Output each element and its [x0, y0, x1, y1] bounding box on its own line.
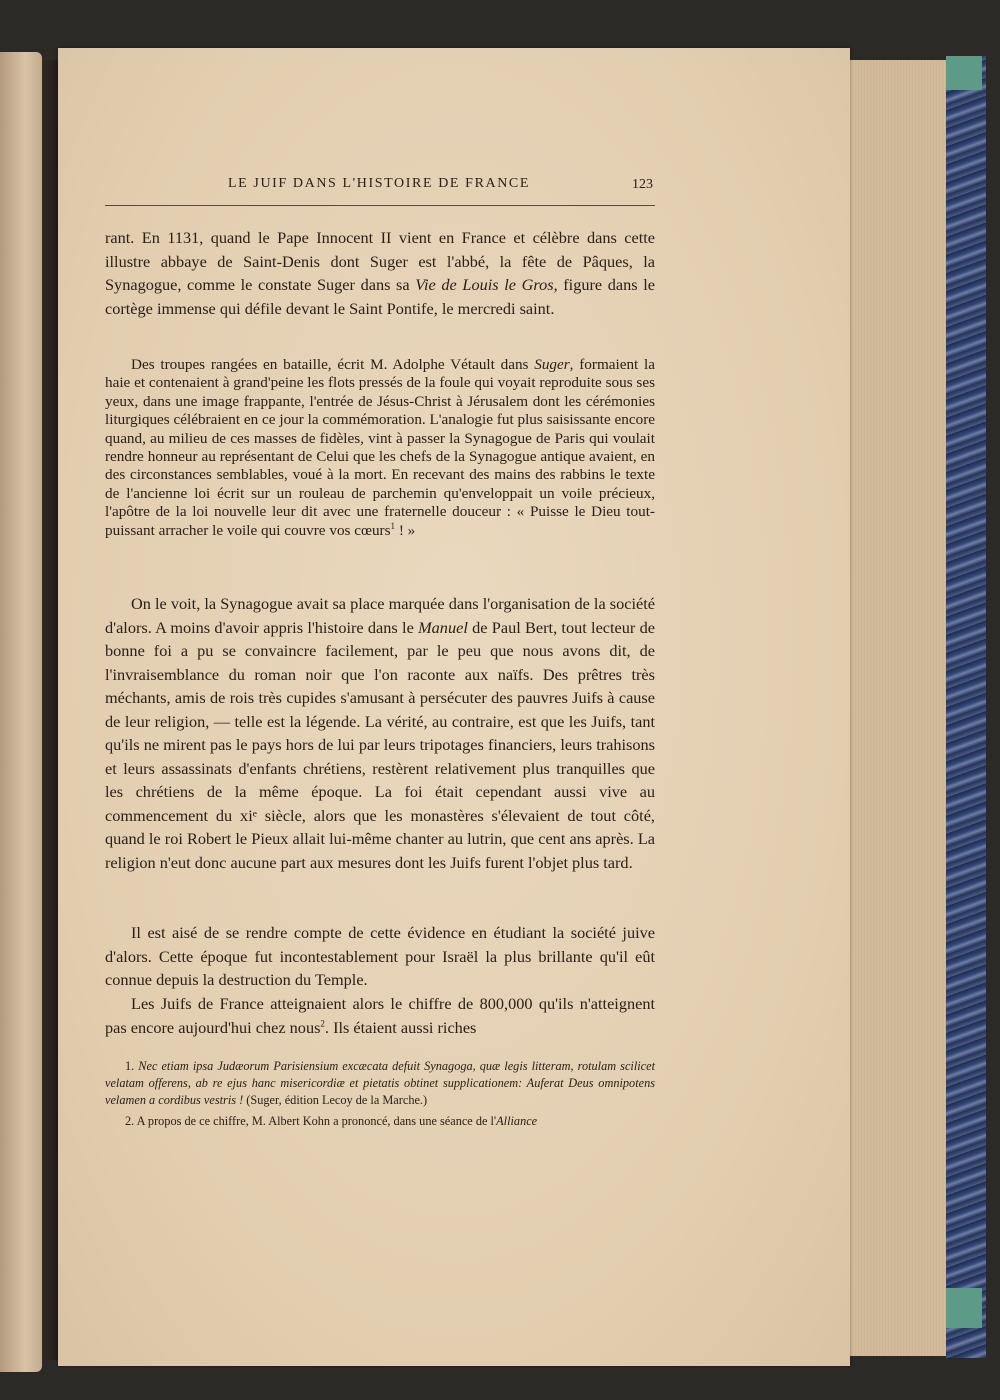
paragraph-2-text: On le voit, la Synagogue avait sa place marquée dans l'organisation de la société d'alors. A moins d'avoir appris l'histoire dans le — [105, 594, 655, 637]
quote-text-body: , formaient la haie et contenaient à grand'peine les flots pressés de la foule qui voyait reproduite sous ses yeux, dans une image frappante, l'entrée de Jésus-Christ à Jérusalem dont les cérémonies liturgiques célébraient en ce jour la commémoration. L'analogie fut plus saisissante encore quand, au milieu de ces masses de fidèles, vint à passer la Synagogue de Paris qui voulait rendre honneur au représentant de Celui que les chefs de la Synagogue antique avaient, en des circonstances semblables, voué à la mort. En recevant des mains des rabbins le texte de l'ancienne loi écrit sur un rouleau de parchemin qu'enveloppait un voile précieux, l'apôtre de la loi nouvelle leur dit avec une fraternelle douceur : « Puisse le Dieu tout-puissant arracher le voile qui couvre vos cœurs — [105, 356, 656, 539]
facing-page-edge — [0, 52, 42, 1372]
paragraph-1-text: rant. En 1131, quand le Pape Innocent II vient en France et célèbre dans cette illustre abbaye de Saint-Denis dont Suger est l'abbé, la fête de Pâques, la Synagogue, comme le constate Suger dans sa — [105, 228, 655, 294]
book-title-suger: Suger — [534, 356, 570, 373]
footnote-2-label: 2. — [125, 1114, 135, 1128]
footnotes — [105, 1058, 655, 1130]
header-rule — [105, 205, 655, 206]
block-quote — [105, 356, 655, 540]
book-title-manuel: Manuel — [418, 617, 468, 637]
footnote-2-italic: Alliance — [496, 1114, 538, 1128]
footnote-ref-2: 2 — [320, 1018, 325, 1029]
paragraph-4-text: Les Juifs de France atteignaient alors le chiffre de 800,000 qu'ils n'atteignent pas encore aujourd'hui chez nous — [105, 994, 655, 1037]
footnote-1-latin: Nec etiam ipsa Judæorum Parisiensium excæcata defuit Synagoga, quæ legis litteram, rotulam scilicet velatam offerens, ab re ejus hanc misericordiæ et pietatis obtinet supplicationem: Auferat Deus omnipotens velamen a cordibus vestris ! — [105, 1059, 655, 1107]
paragraph-3-text: Il est aisé de se rendre compte de cette évidence en étudiant la société juive d'alors. Cette époque fut incontestablement pour Israël la plus brillante qu'il eût connue depuis la destruction du Temple. — [105, 923, 655, 989]
quote-text-end: ! » — [395, 521, 416, 539]
footnote-1-label: 1. — [125, 1059, 135, 1073]
marbled-cover-board — [946, 56, 986, 1358]
century-numeral: xiᵉ — [240, 805, 257, 825]
paragraph-2 — [105, 592, 655, 874]
footnote-2-text: A propos de ce chiffre, M. Albert Kohn a prononcé, dans une séance de l' — [136, 1114, 497, 1128]
paragraph-2-text-mid: de Paul Bert, tout lecteur de bonne foi a pu se convaincre facilement, par le peu que nous avons dit, de l'invraisemblance du roman noir que l'on raconte aux naïfs. Des prêtres très méchants, amis de rois très cupides s'amusant à persécuter des pauvres Juifs à cause de leur religion, — telle est la légende. La vérité, au contraire, est que les Juifs, tant qu'ils ne mirent pas le pays hors de lui par leurs tripotages financiers, leurs trahisons et leurs assassinats d'enfants chrétiens, restèrent relativement plus tranquilles que les chrétiens de la même époque. La foi était cependant aussi vive au commencement du — [105, 617, 655, 825]
quote-text: Des troupes rangées en bataille, écrit M. Adolphe Vétault dans — [131, 356, 535, 373]
paragraph-4-text-end: . Ils étaient aussi riches — [324, 1017, 477, 1037]
footnote-1-source: (Suger, édition Lecoy de la Marche.) — [243, 1093, 428, 1107]
paragraph-2-text-end: siècle, alors que les monastères s'élevaient de tout côté, quand le roi Robert le Pieux allait lui-même chanter au lutrin, que cent ans après. La religion n'eut donc aucune part aux mesures dont les Juifs furent l'objet plus tard. — [105, 805, 655, 872]
cover-corner-top — [946, 56, 982, 90]
running-title: LE JUIF DANS L'HISTOIRE DE FRANCE — [228, 176, 531, 191]
page-number: 123 — [632, 177, 653, 192]
paragraph-1-text-end: , figure dans le cortège immense qui défile devant le Saint Pontife, le mercredi saint. — [105, 275, 655, 318]
page-block-edge — [846, 60, 950, 1356]
footnote-ref-1: 1 — [390, 520, 396, 531]
book-title-vie-de-louis: Vie de Louis le Gros — [415, 275, 554, 294]
paragraph-3 — [105, 921, 655, 992]
cover-corner-bottom — [946, 1288, 982, 1328]
paragraph-4 — [105, 992, 655, 1039]
paragraph-1 — [105, 226, 655, 320]
